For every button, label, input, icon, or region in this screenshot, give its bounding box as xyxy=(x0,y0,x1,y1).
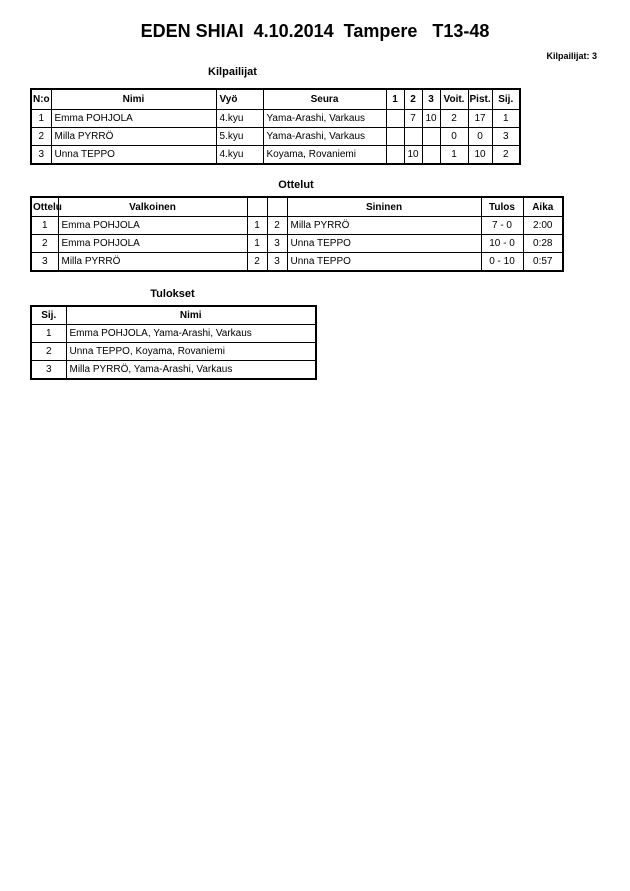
cell-white-number: 1 xyxy=(247,235,267,253)
cell-result: 0 - 10 xyxy=(481,253,523,272)
col-header-white-number xyxy=(247,197,267,217)
col-header-blue-number xyxy=(267,197,287,217)
cell-match3 xyxy=(422,146,440,165)
ottelut-header-row xyxy=(31,197,563,217)
cell-vyo: 4.kyu xyxy=(216,110,263,128)
cell-voit: 0 xyxy=(440,128,468,146)
cell-time: 0:57 xyxy=(523,253,563,272)
cell-match1 xyxy=(386,128,404,146)
cell-white-name: Milla PYRRÖ xyxy=(58,253,247,272)
cell-sij: 2 xyxy=(492,146,520,165)
col-header-vyo: Vyö xyxy=(216,89,263,110)
col-header-pist: Pist. xyxy=(468,89,492,110)
cell-seura: Koyama, Rovaniemi xyxy=(263,146,386,165)
cell-match3 xyxy=(422,128,440,146)
cell-match2: 7 xyxy=(404,110,422,128)
cell-nimi: Milla PYRRÖ xyxy=(51,128,216,146)
cell-match1 xyxy=(386,110,404,128)
col-header-nimi: Nimi xyxy=(51,89,216,110)
col-header-sij: Sij. xyxy=(492,89,520,110)
ottelut-heading: Ottelut xyxy=(278,179,314,191)
cell-seura: Yama-Arashi, Varkaus xyxy=(263,128,386,146)
table-row xyxy=(31,235,563,253)
cell-match-number: 3 xyxy=(31,253,58,272)
cell-blue-name: Unna TEPPO xyxy=(287,235,481,253)
cell-pist: 10 xyxy=(468,146,492,165)
cell-placement: 3 xyxy=(31,361,66,380)
table-row xyxy=(31,343,316,361)
table-row xyxy=(31,217,563,235)
cell-white-name: Emma POHJOLA xyxy=(58,235,247,253)
cell-time: 2:00 xyxy=(523,217,563,235)
tulokset-table xyxy=(30,305,317,380)
col-header-no: N:o xyxy=(31,89,51,110)
col-header-sij: Sij. xyxy=(31,306,66,325)
cell-sij: 3 xyxy=(492,128,520,146)
col-header-match3: 3 xyxy=(422,89,440,110)
cell-result: 7 - 0 xyxy=(481,217,523,235)
col-header-valkoinen: Valkoinen xyxy=(58,197,247,217)
cell-match-number: 1 xyxy=(31,217,58,235)
col-header-voit: Voit. xyxy=(440,89,468,110)
col-header-seura: Seura xyxy=(263,89,386,110)
cell-placement: 2 xyxy=(31,343,66,361)
cell-no: 1 xyxy=(31,110,51,128)
cell-pist: 0 xyxy=(468,128,492,146)
kilpailijat-table xyxy=(30,88,521,165)
cell-seura: Yama-Arashi, Varkaus xyxy=(263,110,386,128)
cell-match2: 10 xyxy=(404,146,422,165)
cell-nimi: Unna TEPPO xyxy=(51,146,216,165)
table-row xyxy=(31,253,563,272)
col-header-aika: Aika xyxy=(523,197,563,217)
col-header-nimi: Nimi xyxy=(66,306,316,325)
kilpailijat-header-row xyxy=(31,89,520,110)
cell-match3: 10 xyxy=(422,110,440,128)
col-header-match2: 2 xyxy=(404,89,422,110)
cell-sij: 1 xyxy=(492,110,520,128)
table-row xyxy=(31,128,520,146)
tulokset-heading: Tulokset xyxy=(150,288,195,300)
table-row xyxy=(31,146,520,165)
cell-nimi: Emma POHJOLA xyxy=(51,110,216,128)
col-header-tulos: Tulos xyxy=(481,197,523,217)
cell-match2 xyxy=(404,128,422,146)
cell-time: 0:28 xyxy=(523,235,563,253)
table-row xyxy=(31,325,316,343)
cell-pist: 17 xyxy=(468,110,492,128)
kilpailijat-heading: Kilpailijat xyxy=(208,66,257,78)
page-title: EDEN SHIAI 4.10.2014 Tampere T13-48 xyxy=(140,21,490,41)
cell-match-number: 2 xyxy=(31,235,58,253)
cell-vyo: 4.kyu xyxy=(216,146,263,165)
cell-no: 2 xyxy=(31,128,51,146)
table-row xyxy=(31,110,520,128)
cell-no: 3 xyxy=(31,146,51,165)
cell-blue-number: 2 xyxy=(267,217,287,235)
cell-name-club: Milla PYRRÖ, Yama-Arashi, Varkaus xyxy=(66,361,316,380)
cell-voit: 1 xyxy=(440,146,468,165)
cell-name-club: Emma POHJOLA, Yama-Arashi, Varkaus xyxy=(66,325,316,343)
cell-vyo: 5.kyu xyxy=(216,128,263,146)
col-header-match1: 1 xyxy=(386,89,404,110)
cell-white-number: 1 xyxy=(247,217,267,235)
cell-blue-number: 3 xyxy=(267,253,287,272)
cell-blue-name: Milla PYRRÖ xyxy=(287,217,481,235)
tulokset-header-row xyxy=(31,306,316,325)
col-header-ottelu: Ottelu xyxy=(31,197,58,217)
cell-match1 xyxy=(386,146,404,165)
ottelut-table xyxy=(30,196,564,272)
cell-voit: 2 xyxy=(440,110,468,128)
cell-blue-number: 3 xyxy=(267,235,287,253)
competitors-count-label: Kilpailijat: 3 xyxy=(546,51,597,61)
cell-placement: 1 xyxy=(31,325,66,343)
cell-white-number: 2 xyxy=(247,253,267,272)
cell-white-name: Emma POHJOLA xyxy=(58,217,247,235)
cell-blue-name: Unna TEPPO xyxy=(287,253,481,272)
cell-result: 10 - 0 xyxy=(481,235,523,253)
cell-name-club: Unna TEPPO, Koyama, Rovaniemi xyxy=(66,343,316,361)
col-header-sininen: Sininen xyxy=(287,197,481,217)
table-row xyxy=(31,361,316,380)
